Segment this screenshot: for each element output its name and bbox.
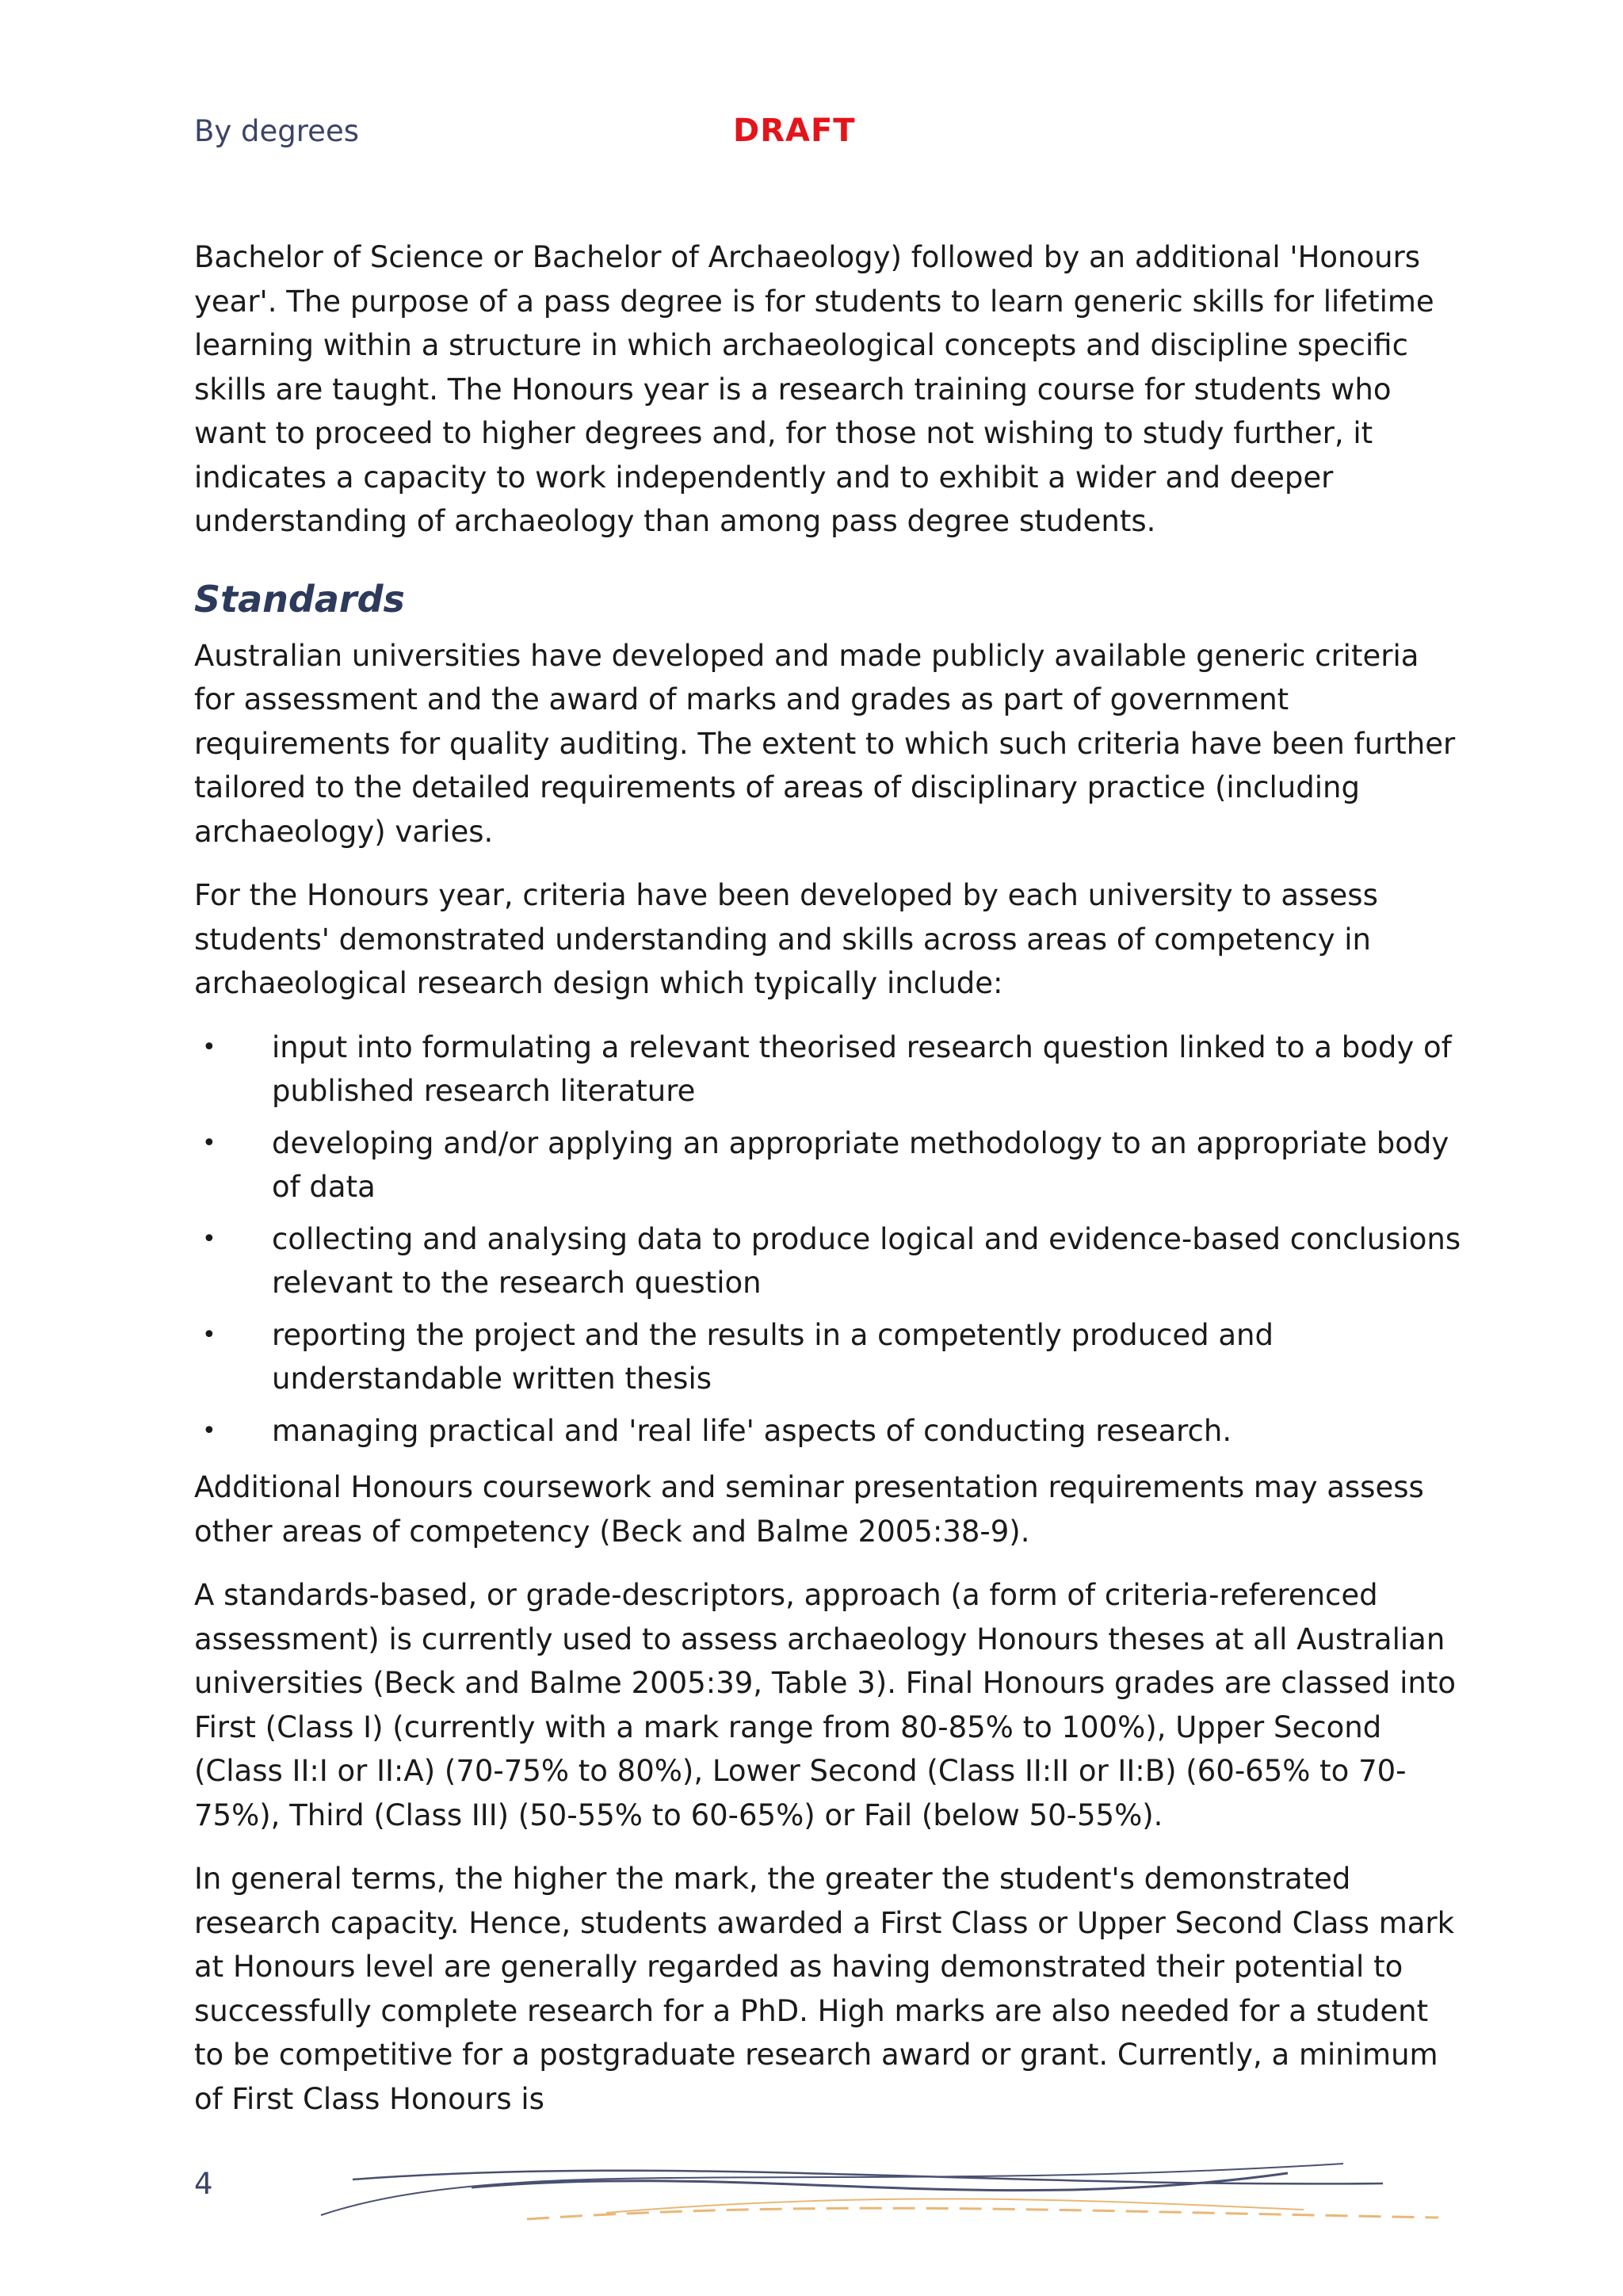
running-head: By degrees [194, 114, 359, 148]
list-item [194, 1313, 1462, 1401]
list-item-text: collecting and analysing data to produce logical and evidence-based conclusions relevant to the research question [272, 1221, 1461, 1300]
paragraph-grades: A standards-based, or grade-descriptors, approach (a form of criteria-referenced assessment) is currently used to assess archaeology Honours theses at all Australian universities (Beck and Balme 2005:39, Table 3). Final Honours grades are classed into First (Class I) (currently with a mark range from 80-85% to 100%), Upper Second (Class II:I or II:A) (70-75% to 80%), Lower Second (Class II:II or II:B) (60-65% to 70-75%), Third (Class III) (50-55% to 60-65%) or Fail (below 50-55%). [194, 1578, 1457, 1832]
list-item-text: managing practical and 'real life' aspects of conducting research. [272, 1413, 1232, 1448]
bullet-icon: • [202, 1416, 216, 1445]
competency-list [194, 1026, 1462, 1454]
paragraph-standards: Australian universities have developed and made publicly available generic criteria for assessment and the award of marks and grades as part of government requirements for quality auditing. The extent to which such criteria have been further tailored to the detailed requirements of areas of disciplinary practice (including archaeology) varies. [194, 638, 1456, 849]
list-item [194, 1217, 1462, 1305]
page-header [194, 114, 1462, 154]
bullet-icon: • [202, 1224, 216, 1253]
list-item [194, 1026, 1462, 1114]
list-item-text: reporting the project and the results in a competently produced and understandable written thesis [272, 1317, 1274, 1396]
list-item-text: input into formulating a relevant theorised research question linked to a body of published research literature [272, 1030, 1452, 1108]
page-number: 4 [194, 2167, 213, 2201]
list-item-text: developing and/or applying an appropriate methodology to an appropriate body of data [272, 1125, 1449, 1204]
page-body [194, 235, 1462, 2141]
paragraph-intro: Bachelor of Science or Bachelor of Archaeology) followed by an additional 'Honours year'. The purpose of a pass degree is for students to learn generic skills for lifetime learning within a structure in which archaeological concepts and discipline specific skills are taught. The Honours year is a research training course for students who want to proceed to higher degrees and, for those not wishing to study further, it indicates a capacity to work independently and to exhibit a wider and deeper understanding of archaeology than among pass degree students. [194, 240, 1434, 538]
list-item [194, 1409, 1462, 1454]
list-item [194, 1121, 1462, 1209]
bullet-icon: • [202, 1033, 216, 1061]
bullet-icon: • [202, 1129, 216, 1157]
paragraph-additional-coursework: Additional Honours coursework and seminar presentation requirements may assess other areas of competency (Beck and Balme 2005:38-9). [194, 1470, 1424, 1549]
bullet-icon: • [202, 1320, 216, 1349]
paragraph-general-terms: In general terms, the higher the mark, the greater the student's demonstrated research capacity. Hence, students awarded a First Class or Upper Second Class mark at Honours level are generally regarded as having demonstrated their potential to successfully complete research for a PhD. High marks are also needed for a student to be competitive for a postgraduate research award or grant. Currently, a minimum of First Class Honours is [194, 1862, 1455, 2116]
paragraph-honours-criteria: For the Honours year, criteria have been developed by each university to assess students' demonstrated understanding and skills across areas of competency in archaeological research design which typically include: [194, 878, 1378, 1000]
section-heading-standards: Standards [194, 577, 405, 621]
footer-swoosh-decoration [273, 2140, 1478, 2227]
draft-label: DRAFT [733, 113, 856, 149]
page-footer [194, 2140, 1478, 2227]
